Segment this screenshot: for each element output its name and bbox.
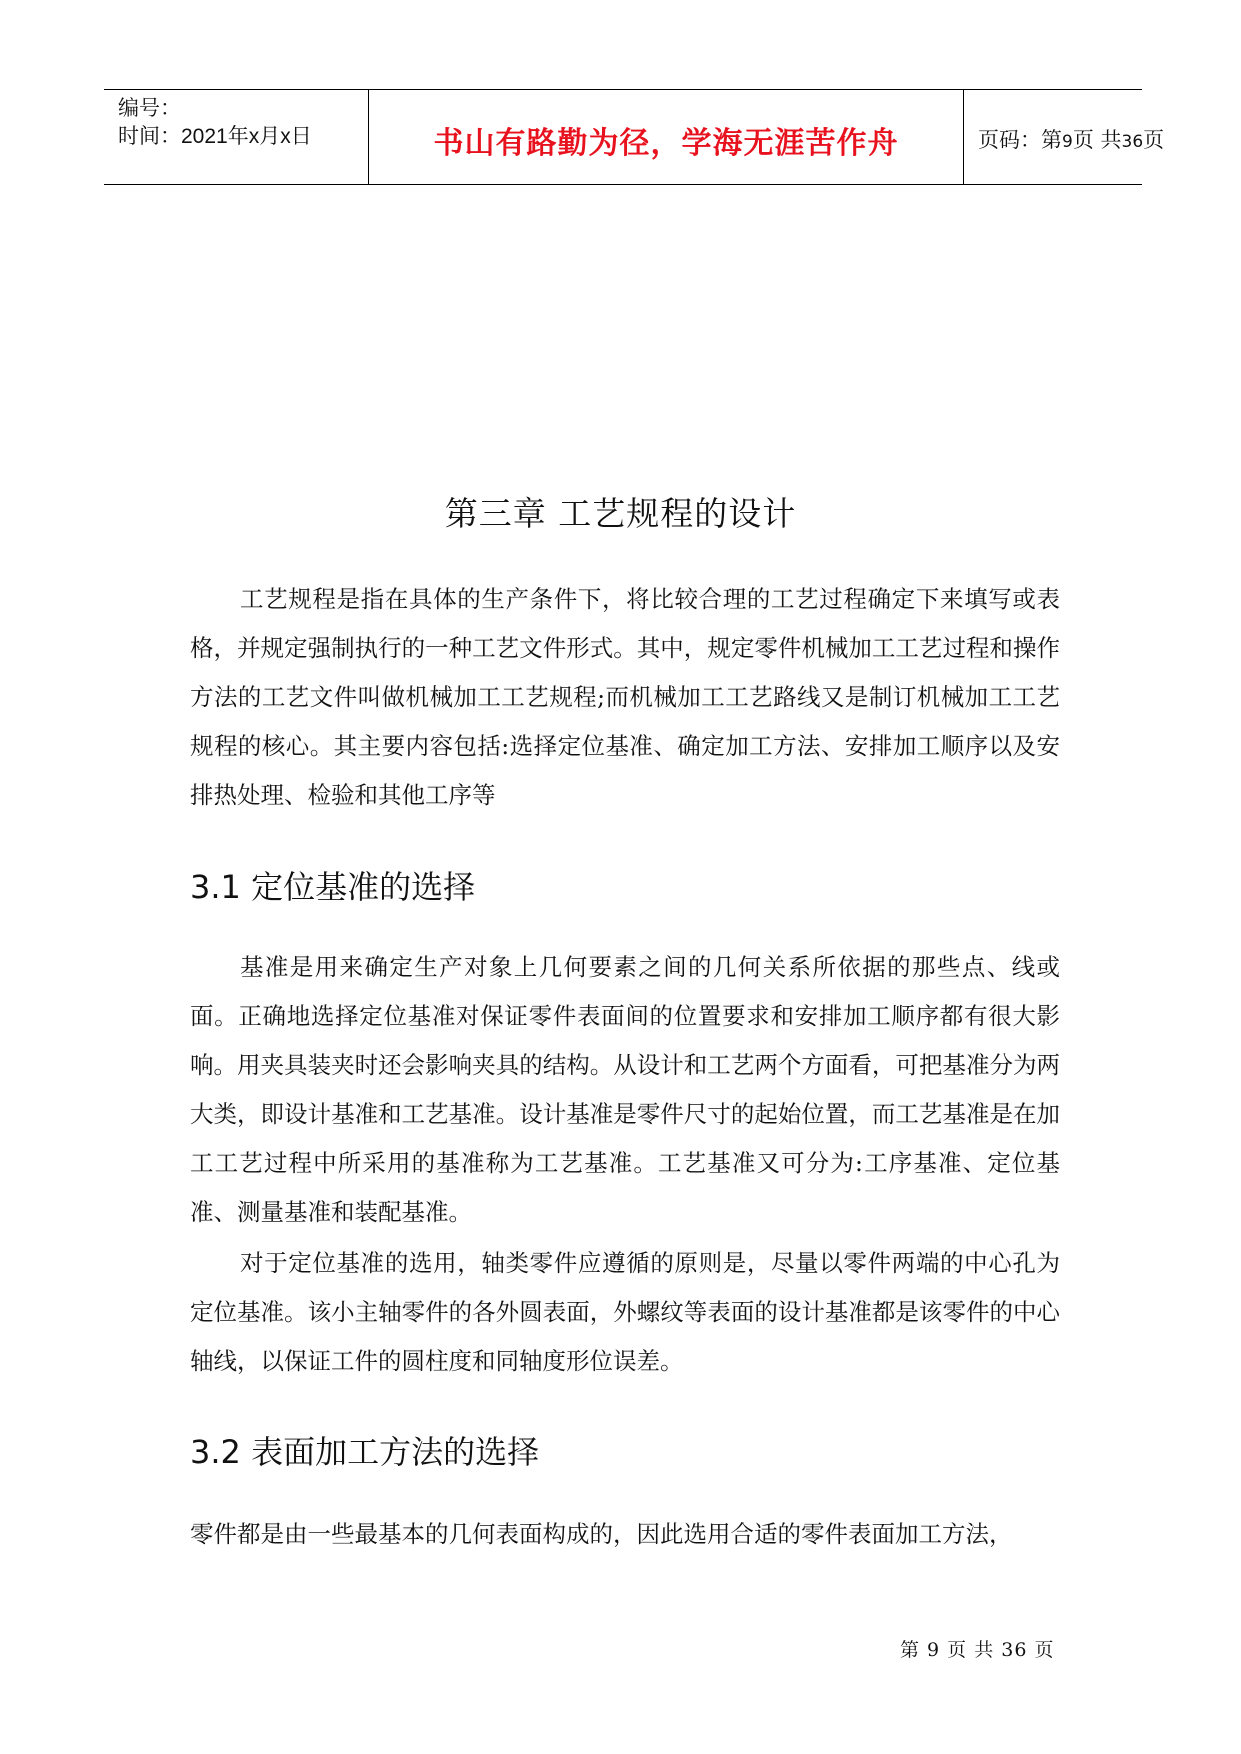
chapter-title: 第三章 工艺规程的设计 xyxy=(444,494,797,533)
page-footer: 第 9 页 共 36 页 xyxy=(900,1639,1055,1661)
section-1-paragraph-2: 对于定位基准的选用，轴类零件应遵循的原则是，尽量以零件两端的中心孔为定位基准。该小主轴零件的各外圆表面，外螺纹等表面的设计基准都是该零件的中心轴线，以保证工件的圆柱度和同轴度形位误差。 xyxy=(190,1249,1060,1375)
section-2-title: 3.2 表面加工方法的选择 xyxy=(190,1433,540,1471)
page-mid: 页 共 xyxy=(1072,128,1122,152)
time-label: 时间：2021年x月x日 xyxy=(118,125,312,148)
page-number: 9 xyxy=(1062,132,1073,152)
page-total: 36 xyxy=(1121,132,1144,152)
page-prefix: 页码：第 xyxy=(978,128,1062,152)
header-page-cell xyxy=(964,90,1165,184)
header-motto-cell xyxy=(369,90,964,184)
number-label: 编号： xyxy=(118,97,181,120)
section-1-title: 3.1 定位基准的选择 xyxy=(190,868,476,906)
section-2-paragraph: 零件都是由一些最基本的几何表面构成的，因此选用合适的零件表面加工方法， xyxy=(190,1520,1013,1548)
page-indicator xyxy=(978,124,1164,154)
page-suffix: 页 xyxy=(1143,128,1165,152)
header-table xyxy=(104,89,1165,185)
intro-paragraph: 工艺规程是指在具体的生产条件下，将比较合理的工艺过程确定下来填写或表格，并规定强制执行的一种工艺文件形式。其中，规定零件机械加工工艺过程和操作方法的工艺文件叫做机械加工工艺规程;而机械加工工艺路线又是制订机械加工工艺规程的核心。其主要内容包括:选择定位基准、确定加工方法、安排加工顺序以及安排热处理、检验和其他工序等 xyxy=(190,585,1060,809)
motto: 书山有路勤为径，学海无涯苦作舟 xyxy=(433,126,899,161)
section-1-paragraph-1: 基准是用来确定生产对象上几何要素之间的几何关系所依据的那些点、线或面。正确地选择定位基准对保证零件表面间的位置要求和安排加工顺序都有很大影响。用夹具装夹时还会影响夹具的结构。从设计和工艺两个方面看，可把基准分为两大类，即设计基准和工艺基准。设计基准是零件尺寸的起始位置，而工艺基准是在加工工艺过程中所采用的基准称为工艺基准。工艺基准又可分为:工序基准、定位基准、测量基准和装配基准。 xyxy=(190,953,1060,1226)
header-info-cell xyxy=(104,90,369,184)
